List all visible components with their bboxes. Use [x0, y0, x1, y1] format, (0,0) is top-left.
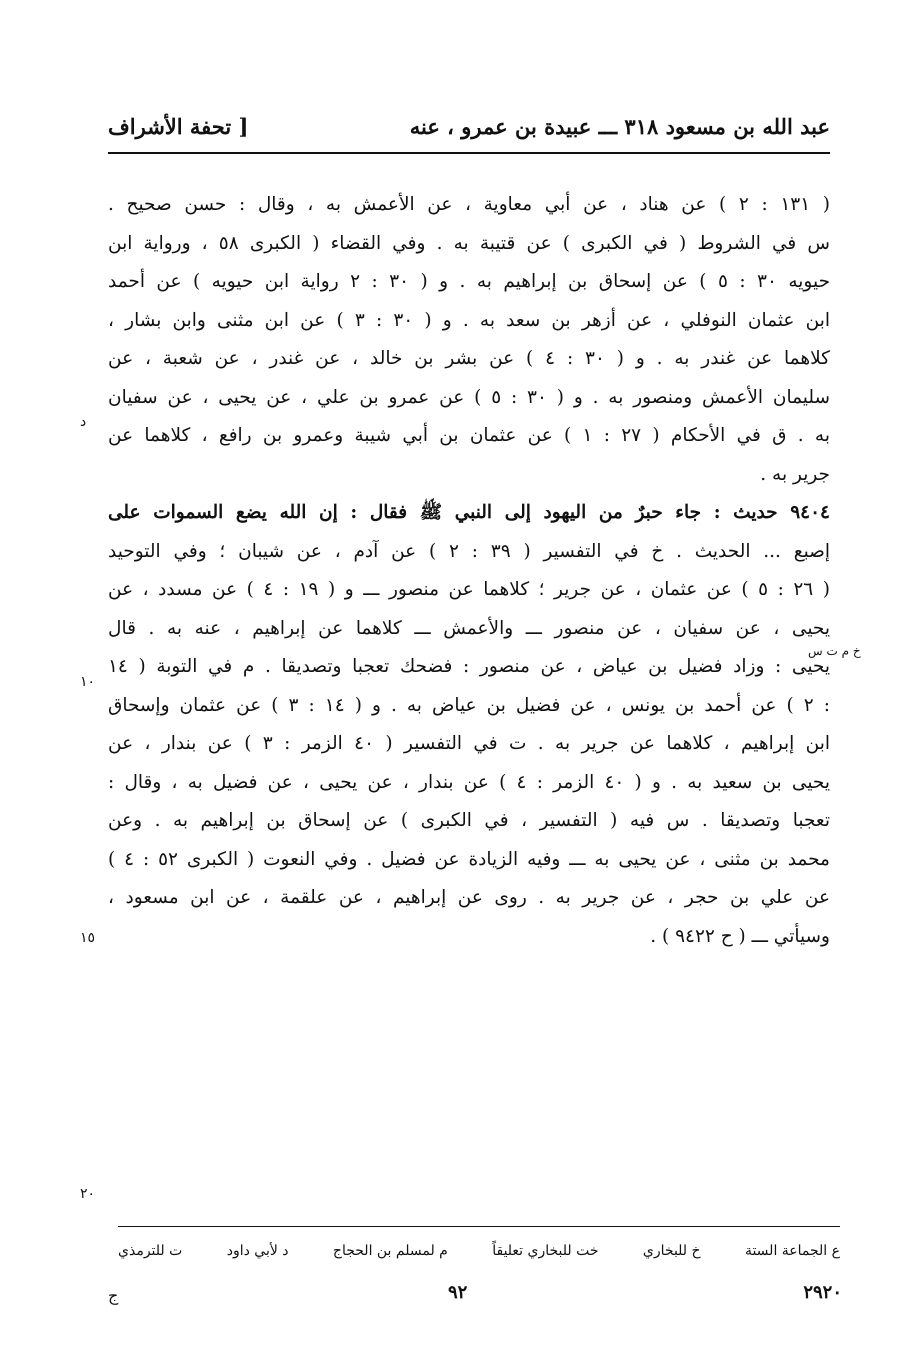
text-line: كلاهما عن غندر به . و ( ٣٠ : ٤ ) عن بشر بن خالد ، عن غندر ، عن شعبة ، عن [108, 348, 830, 369]
text-line: ابن عثمان النوفلي ، عن أزهر بن سعد به . و ( ٣٠ : ٣ ) عن ابن مثنى وابن بشار ، [108, 309, 830, 331]
text-line: ( ٢٦ : ٥ ) عن عثمان ، عن جرير ؛ كلاهما عن منصور ـــ و ( ١٩ : ٤ ) عن مسدد ، عن [108, 579, 830, 600]
text-line: إصبع ... الحديث . خ في التفسير ( ٣٩ : ٢ ) عن آدم ، عن شيبان ؛ وفي التوحيد [108, 540, 830, 562]
abbreviation-item: ت للترمذي [118, 1243, 183, 1259]
header-rule [108, 152, 830, 154]
text-line: ابن إبراهيم ، كلاهما عن جرير به . ت في التفسير ( ٤٠ الزمر : ٣ ) عن بندار ، عن [108, 733, 830, 754]
text-line: يحيى ، عن سفيان ، عن منصور ـــ والأعمش ـــ كلاهما عن إبراهيم ، عنه به . قال [108, 617, 830, 639]
text-line: س في الشروط ( في الكبرى ) عن قتيبة به . وفي القضاء ( الكبرى ٥٨ ، ورواية ابن [108, 232, 830, 254]
hadith-sigla-note: خ م ت س [808, 644, 861, 658]
abbreviation-item: خ للبخاري [642, 1243, 701, 1259]
header-section-title: عبد الله بن مسعود ٣١٨ ـــ عبيدة بن عمرو ، عنه [409, 114, 830, 139]
header-book-title: [ تحفة الأشراف [108, 114, 249, 139]
text-line: عن علي بن حجر ، عن جرير به . روى عن إبراهيم ، عن علقمة ، عن ابن مسعود ، [108, 887, 830, 908]
footer-rule [118, 1226, 840, 1227]
page-number: ٩٢ [448, 1282, 468, 1303]
margin-line-number-10: ١٠ [80, 674, 96, 690]
text-line: به . ق في الأحكام ( ٢٧ : ١ ) عن عثمان بن أبي شيبة وعمرو بن رافع ، كلاهما عن [108, 425, 830, 446]
text-line: يحيى : وزاد فضيل بن عياض ، عن منصور : فضحك تعجبا وتصديقا . م في التوبة ( ١٤ [108, 656, 830, 677]
entry-number: ٢٩٢٠ [803, 1282, 842, 1303]
page-footer [108, 1282, 842, 1312]
text-line: يحيى بن سعيد به . و ( ٤٠ الزمر : ٤ ) عن بندار ، عن يحيى ، عن فضيل به ، وقال : [108, 771, 830, 793]
text-line: محمد بن مثنى ، عن يحيى به ـــ وفيه الزيادة عن فضيل . وفي النعوت ( الكبرى ٥٢ : ٤ ) [108, 848, 830, 870]
margin-line-number-15: ١٥ [80, 930, 96, 946]
text-line: جرير به . [760, 463, 830, 485]
text-line: وسيأتي ـــ ( ح ٩٤٢٢ ) . [650, 925, 830, 947]
text-line: : ٢ ) عن أحمد بن يونس ، عن فضيل بن عياض به . و ( ١٤ : ٣ ) عن عثمان وإسحاق [108, 694, 830, 716]
text-line: حيويه ٣٠ : ٥ ) عن إسحاق بن إبراهيم به . و ( ٣٠ : ٢ رواية ابن حيويه ) عن أحمد [108, 271, 830, 292]
abbreviation-key [118, 1236, 840, 1266]
abbreviation-item: د لأبي داود [226, 1243, 289, 1259]
text-line: ( ١٣١ : ٢ ) عن هناد ، عن أبي معاوية ، عن الأعمش به ، وقال : حسن صحيح . [108, 194, 830, 215]
abbreviation-item: م لمسلم بن الحجاج [332, 1243, 448, 1259]
margin-siglum-d: د [80, 414, 87, 430]
main-text [108, 186, 830, 956]
hadith-heading-line: ٩٤٠٤ حديث : جاء حبرٌ من اليهود إلى النبي ﷺ فقال : إن الله يضع السموات على [108, 502, 830, 523]
margin-line-number-20: ٢٠ [80, 1186, 96, 1202]
volume-mark: ج [108, 1286, 119, 1305]
abbreviation-item: خت للبخاري تعليقاً [492, 1243, 599, 1259]
text-line: سليمان الأعمش ومنصور به . و ( ٣٠ : ٥ ) عن عمرو بن علي ، عن يحيى ، عن سفيان [108, 386, 830, 408]
text-line: تعجبا وتصديقا . س فيه ( التفسير ، في الكبرى ) عن إسحاق بن إبراهيم به . وعن [108, 810, 830, 831]
abbreviation-item: ع الجماعة الستة [744, 1243, 840, 1259]
running-header [108, 108, 830, 148]
